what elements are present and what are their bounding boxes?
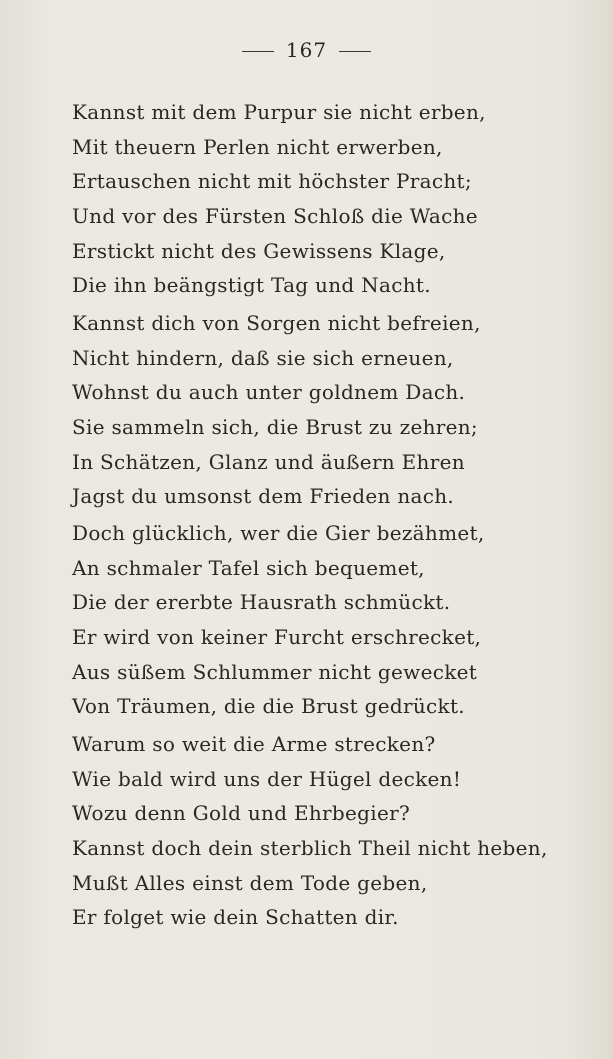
verse-line: Wozu denn Gold und Ehrbegier? (72, 801, 410, 826)
verse-line: Kannst doch dein sterblich Theil nicht heben, (72, 836, 548, 861)
header-dash-left (242, 51, 274, 52)
verse-line: Aus süßem Schlummer nicht gewecket (72, 659, 478, 684)
verse-line: Doch glücklich, wer die Gier bezähmet, (72, 521, 485, 545)
header-dash-right (339, 51, 371, 52)
verse-line: Mußt Alles einst dem Tode geben, (72, 870, 428, 895)
verse-line: Er wird von keiner Furcht erschrecket, (72, 625, 482, 650)
verse-line: Warum so weit die Arme strecken? (72, 732, 436, 756)
stanza-1 (72, 95, 542, 303)
verse-line: Wohnst du auch unter goldnem Dach. (72, 380, 466, 405)
verse-line: Erstickt nicht des Gewissens Klage, (72, 238, 446, 263)
page-header (0, 38, 613, 62)
verse-line: Er folget wie dein Schatten dir. (72, 905, 399, 930)
stanza-4 (72, 727, 548, 935)
verse-line: Von Träumen, die die Brust gedrückt. (72, 694, 465, 719)
verse-line: Ertauschen nicht mit höchster Pracht; (72, 169, 472, 194)
verse-line: In Schätzen, Glanz und äußern Ehren (72, 449, 465, 474)
verse-line: Sie sammeln sich, die Brust zu zehren; (72, 415, 478, 440)
verse-line: Kannst dich von Sorgen nicht befreien, (72, 311, 481, 335)
page-number: 167 (285, 38, 328, 62)
verse-line: Mit theuern Perlen nicht erwerben, (72, 134, 443, 159)
verse-line: Die der ererbte Hausrath schmückt. (72, 590, 451, 615)
verse-line: Die ihn beängstigt Tag und Nacht. (72, 273, 431, 298)
stanza-3 (72, 516, 542, 724)
verse-line: Kannst mit dem Purpur sie nicht erben, (72, 100, 486, 124)
verse-line: Wie bald wird uns der Hügel decken! (72, 766, 462, 791)
verse-line: Und vor des Fürsten Schloß die Wache (72, 204, 478, 229)
verse-line: Jagst du umsonst dem Frieden nach. (72, 484, 455, 509)
verse-line: Nicht hindern, daß sie sich erneuen, (72, 345, 454, 370)
stanza-2 (72, 306, 542, 514)
verse-line: An schmaler Tafel sich bequemet, (72, 555, 425, 580)
